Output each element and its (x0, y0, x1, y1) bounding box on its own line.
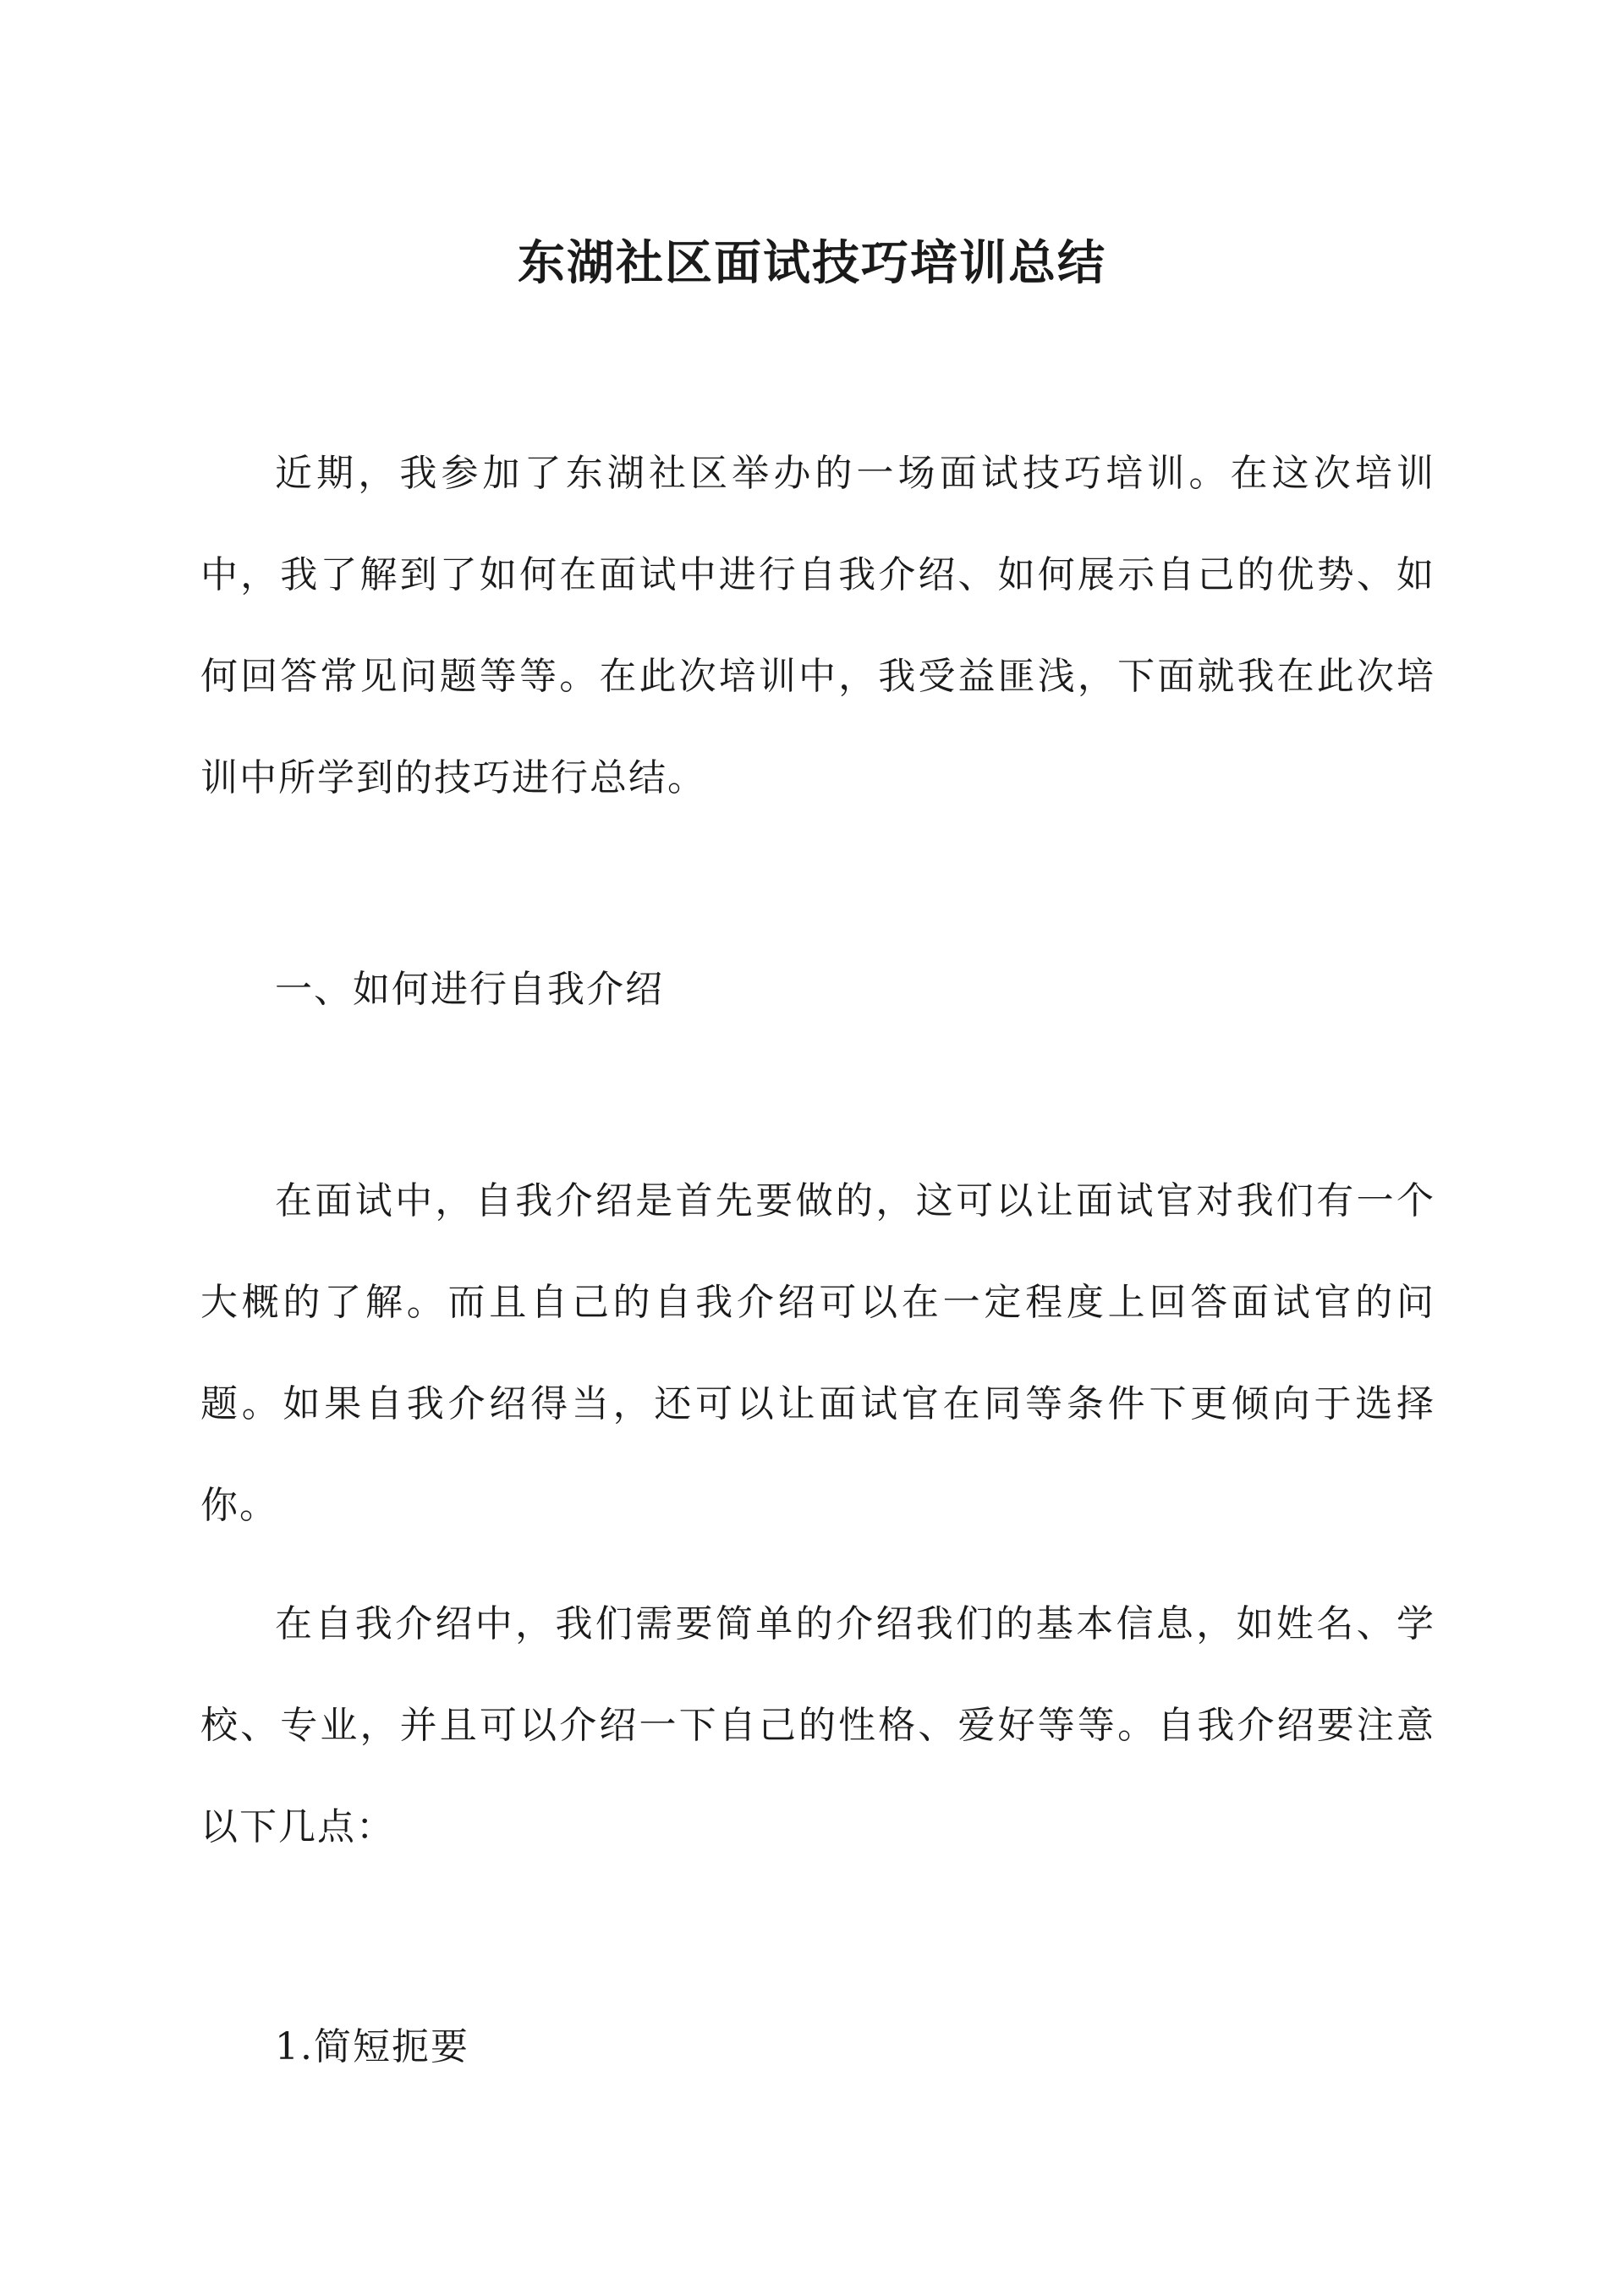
self-introduction-paragraph-1: 在面试中，自我介绍是首先要做的，这可以让面试官对我们有一个大概的了解。而且自己的自我介绍可以在一定程度上回答面试官的问题。如果自我介绍得当，还可以让面试官在同等条件下更倾向于选择你。 (200, 1179, 1435, 1527)
intro-paragraph: 近期，我参加了东湖社区举办的一场面试技巧培训。在这次培训中，我了解到了如何在面试中进行自我介绍、如何展示自己的优势、如何回答常见问题等等。在此次培训中，我受益匪浅，下面就我在此次培训中所学到的技巧进行总结。 (200, 452, 1435, 799)
point-heading-brief: 1.简短扼要 (275, 2025, 469, 2068)
section-heading-self-introduction: 一、如何进行自我介绍 (275, 968, 664, 1011)
document-title: 东湖社区面试技巧培训总结 (518, 234, 1106, 291)
self-introduction-paragraph-2: 在自我介绍中，我们需要简单的介绍我们的基本信息，如姓名、学校、专业，并且可以介绍一下自己的性格、爱好等等。自我介绍要注意以下几点： (200, 1602, 1435, 1848)
